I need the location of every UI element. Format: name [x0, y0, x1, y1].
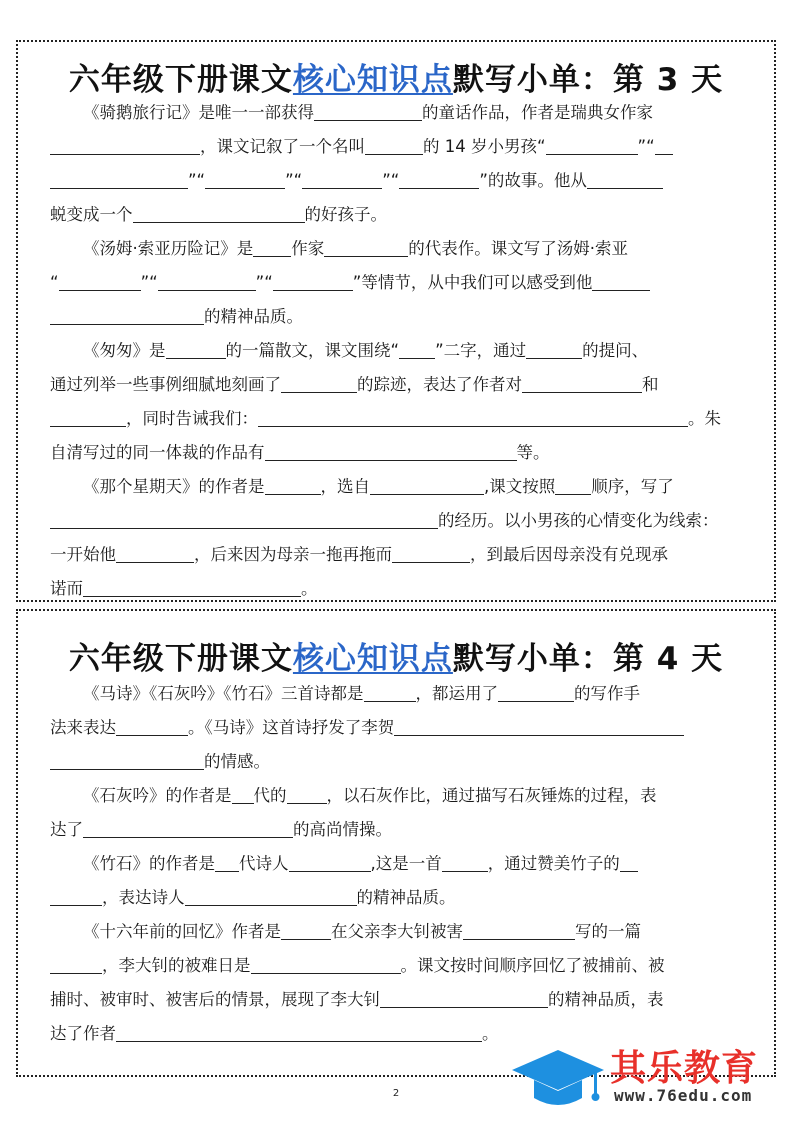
text-fragment: 的经历。以小男孩的心情变化为线索：: [438, 511, 719, 530]
text-fragment: 的精神品质，表: [548, 990, 664, 1009]
blank-line[interactable]: [50, 304, 204, 325]
worksheet-content-day-4: [50, 677, 746, 1051]
text-fragment: 和: [642, 375, 659, 394]
blank-line[interactable]: [302, 168, 382, 189]
text-fragment: 《匆匆》是: [83, 341, 166, 360]
blank-line[interactable]: [50, 406, 126, 427]
text-fragment: 等。: [516, 443, 550, 462]
text-fragment: 写的一篇: [575, 922, 641, 941]
text-fragment: 的代表作。课文写了汤姆·索亚: [408, 239, 628, 258]
text-fragment: 达了: [50, 820, 83, 839]
text-fragment: 的 14 岁小男孩“: [423, 137, 546, 156]
blank-line[interactable]: [463, 919, 575, 940]
text-line: [50, 130, 746, 164]
blank-line[interactable]: [498, 681, 574, 702]
text-fragment: 的一篇散文，课文围绕“: [225, 341, 400, 360]
blank-line[interactable]: [116, 1021, 482, 1042]
text-fragment: 的写作手: [574, 684, 640, 703]
blank-line[interactable]: [50, 749, 204, 770]
text-fragment: 《石灰吟》的作者是: [83, 786, 232, 805]
text-line: [50, 436, 746, 470]
text-fragment: 的好孩子。: [304, 205, 387, 224]
blank-line[interactable]: [655, 134, 673, 155]
text-fragment: ”的故事。他从: [479, 171, 587, 190]
text-fragment: 蜕变成一个: [50, 205, 133, 224]
text-line: [50, 711, 746, 745]
blank-line[interactable]: [251, 953, 401, 974]
blank-line[interactable]: [399, 168, 479, 189]
text-fragment: 。: [301, 579, 318, 598]
text-fragment: 法来表达: [50, 718, 116, 737]
text-fragment: 《汤姆·索亚历险记》是: [83, 239, 254, 258]
blank-line[interactable]: [158, 270, 256, 291]
blank-line[interactable]: [83, 576, 301, 597]
text-fragment: ”“: [382, 171, 400, 190]
blank-line[interactable]: [166, 338, 226, 359]
blank-line[interactable]: [50, 168, 188, 189]
text-fragment: 自清写过的同一体裁的作品有: [50, 443, 265, 462]
blank-line[interactable]: [370, 474, 484, 495]
blank-line[interactable]: [59, 270, 141, 291]
text-line: [50, 813, 746, 847]
blank-line[interactable]: [281, 372, 357, 393]
blank-line[interactable]: [205, 168, 285, 189]
text-line: [50, 745, 746, 779]
text-line: [50, 232, 746, 266]
blank-line[interactable]: [365, 134, 423, 155]
text-line: [50, 334, 746, 368]
text-line: [50, 949, 746, 983]
text-fragment: 达了作者: [50, 1024, 116, 1043]
worksheet-content-day-3: [50, 96, 746, 606]
text-fragment: ,课文按照: [484, 477, 556, 496]
worksheet-title-day-3: 六年级下册课文核心知识点默写小单：第 3 天: [68, 62, 724, 98]
blank-line[interactable]: [185, 885, 357, 906]
text-fragment: “: [50, 273, 59, 292]
blank-line[interactable]: [265, 474, 321, 495]
text-line: [50, 96, 746, 130]
blank-line[interactable]: [399, 338, 435, 359]
blank-line[interactable]: [555, 474, 591, 495]
text-line: [50, 677, 746, 711]
blank-line[interactable]: [50, 134, 200, 155]
brand-name: 其乐教育: [610, 1048, 759, 1089]
text-line: [50, 504, 746, 538]
text-fragment: 。: [482, 1024, 499, 1043]
text-fragment: 《那个星期天》的作者是: [83, 477, 265, 496]
blank-line[interactable]: [265, 440, 517, 461]
text-fragment: ”“: [140, 273, 158, 292]
text-fragment: ，到最后因母亲没有兑现承: [470, 545, 668, 564]
text-fragment: ，都运用了: [415, 684, 498, 703]
text-fragment: 《十六年前的回忆》作者是: [83, 922, 281, 941]
text-fragment: ”“: [255, 273, 273, 292]
blank-line[interactable]: [273, 270, 353, 291]
text-line: [50, 915, 746, 949]
blank-line[interactable]: [50, 508, 438, 529]
text-fragment: ，同时告诫我们：: [126, 409, 258, 428]
blank-line[interactable]: [324, 236, 408, 257]
text-fragment: 的精神品质。: [356, 888, 456, 907]
text-fragment: ”等情节，从中我们可以感受到他: [352, 273, 593, 292]
blank-line[interactable]: [442, 851, 488, 872]
text-line: [50, 266, 746, 300]
blank-line[interactable]: [116, 715, 188, 736]
text-fragment: 捕时、被审时、被害后的情景，展现了李大钊: [50, 990, 380, 1009]
text-fragment: ”“: [285, 171, 303, 190]
text-fragment: 在父亲李大钊被害: [331, 922, 463, 941]
blank-line[interactable]: [287, 783, 327, 804]
text-line: [50, 300, 746, 334]
text-fragment: ”“: [637, 137, 655, 156]
text-fragment: 的提问、: [582, 341, 649, 360]
blank-line[interactable]: [50, 953, 102, 974]
text-fragment: 。朱: [688, 409, 721, 428]
text-fragment: ，选自: [320, 477, 370, 496]
text-fragment: 《骑鹅旅行记》是唯一一部获得: [83, 103, 314, 122]
text-line: [50, 538, 746, 572]
text-fragment: 顺序，写了: [591, 477, 674, 496]
blank-line[interactable]: [50, 885, 102, 906]
text-fragment: 。《马诗》这首诗抒发了李贺: [188, 718, 395, 737]
worksheet-title-day-4: 六年级下册课文核心知识点默写小单：第 4 天: [68, 641, 724, 677]
text-fragment: ”“: [188, 171, 206, 190]
blank-line[interactable]: [253, 236, 291, 257]
blank-line[interactable]: [592, 270, 650, 291]
text-line: [50, 779, 746, 813]
graduation-cap-icon: [510, 1046, 606, 1114]
text-line: [50, 572, 746, 606]
blank-line[interactable]: [587, 168, 663, 189]
text-fragment: 代诗人: [239, 854, 289, 873]
blank-line[interactable]: [116, 542, 194, 563]
text-fragment: 的高尚情操。: [293, 820, 392, 839]
text-line: [50, 470, 746, 504]
blank-line[interactable]: [364, 681, 416, 702]
blank-line[interactable]: [133, 202, 305, 223]
text-line: [50, 198, 746, 232]
brand-url: www.76edu.com: [614, 1086, 753, 1105]
text-fragment: 。课文按时间顺序回忆了被捕前、被: [400, 956, 665, 975]
text-fragment: 的踪迹，表达了作者对: [357, 375, 522, 394]
blank-line[interactable]: [215, 851, 239, 872]
blank-line[interactable]: [394, 715, 684, 736]
brand-logo: [510, 1040, 786, 1120]
worksheet-day-4: [16, 609, 776, 1077]
text-line: [50, 368, 746, 402]
text-fragment: ,这是一首: [370, 854, 442, 873]
text-line: [50, 402, 746, 436]
blank-line[interactable]: [289, 851, 371, 872]
text-line: [50, 164, 746, 198]
text-fragment: 诺而: [50, 579, 83, 598]
text-line: [50, 983, 746, 1017]
text-fragment: 《竹石》的作者是: [83, 854, 215, 873]
text-line: [50, 881, 746, 915]
text-fragment: ，课文记叙了一个名叫: [200, 137, 365, 156]
worksheet-day-3: [16, 40, 776, 602]
blank-line[interactable]: [526, 338, 582, 359]
text-fragment: 作家: [291, 239, 325, 258]
blank-line[interactable]: [232, 783, 254, 804]
blank-line[interactable]: [546, 134, 638, 155]
text-fragment: 的情感。: [204, 752, 270, 771]
text-fragment: 代的: [253, 786, 287, 805]
page-number: 2: [392, 1088, 400, 1099]
text-fragment: ”二字，通过: [435, 341, 527, 360]
text-fragment: ，后来因为母亲一拖再拖而: [194, 545, 392, 564]
text-fragment: ，通过赞美竹子的: [487, 854, 620, 873]
text-fragment: 的童话作品，作者是瑞典女作家: [422, 103, 653, 122]
blank-line[interactable]: [392, 542, 470, 563]
blank-line[interactable]: [83, 817, 293, 838]
text-fragment: 通过列举一些事例细腻地刻画了: [50, 375, 281, 394]
text-fragment: 《马诗》《石灰吟》《竹石》三首诗都是: [83, 684, 364, 703]
title-highlight: 核心知识点: [292, 641, 453, 677]
text-fragment: ，以石灰作比，通过描写石灰锤炼的过程，表: [326, 786, 657, 805]
blank-line[interactable]: [620, 851, 638, 872]
text-fragment: 一开始他: [50, 545, 116, 564]
title-highlight: 核心知识点: [292, 62, 453, 98]
text-line: [50, 847, 746, 881]
blank-line[interactable]: [258, 406, 688, 427]
blank-line[interactable]: [380, 987, 548, 1008]
blank-line[interactable]: [281, 919, 331, 940]
blank-line[interactable]: [522, 372, 642, 393]
text-fragment: ，表达诗人: [102, 888, 185, 907]
blank-line[interactable]: [314, 100, 422, 121]
text-fragment: ，李大钊的被难日是: [102, 956, 251, 975]
text-fragment: 的精神品质。: [204, 307, 303, 326]
